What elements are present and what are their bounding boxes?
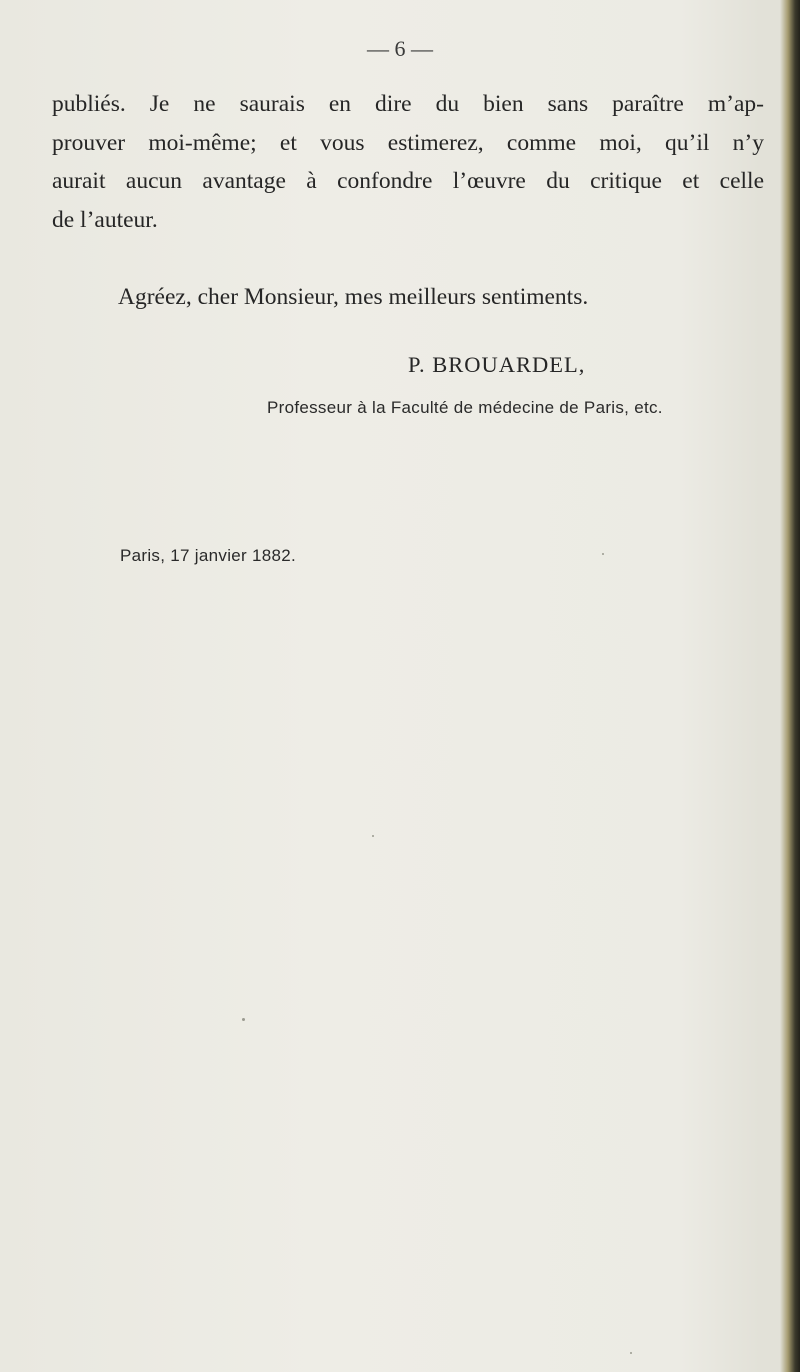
signature-title: Professeur à la Faculté de médecine de Paris, etc. xyxy=(267,398,663,417)
paper-speck xyxy=(372,835,374,837)
paragraph-line-2: prouver moi-même; et vous estimerez, comme moi, qu’il n’y xyxy=(52,129,764,156)
signature-name: P. BROUARDEL, xyxy=(408,352,586,377)
page-number: — 6 — xyxy=(367,36,433,61)
paper-speck xyxy=(242,1018,245,1021)
paper-speck xyxy=(630,1352,632,1354)
page-edge-shadow xyxy=(780,0,800,1372)
dateline: Paris, 17 janvier 1882. xyxy=(120,546,297,565)
paragraph-line-4: de l’auteur. xyxy=(52,206,158,233)
paragraph-line-3: aurait aucun avantage à confondre l’œuvre du critique et celle xyxy=(52,168,764,194)
paper-speck xyxy=(602,553,604,555)
closing-line: Agréez, cher Monsieur, mes meilleurs sentiments. xyxy=(118,284,589,310)
letter-paragraph xyxy=(52,85,764,239)
paragraph-line-1: publiés. Je ne saurais en dire du bien sans paraître m’ap- xyxy=(52,91,764,117)
